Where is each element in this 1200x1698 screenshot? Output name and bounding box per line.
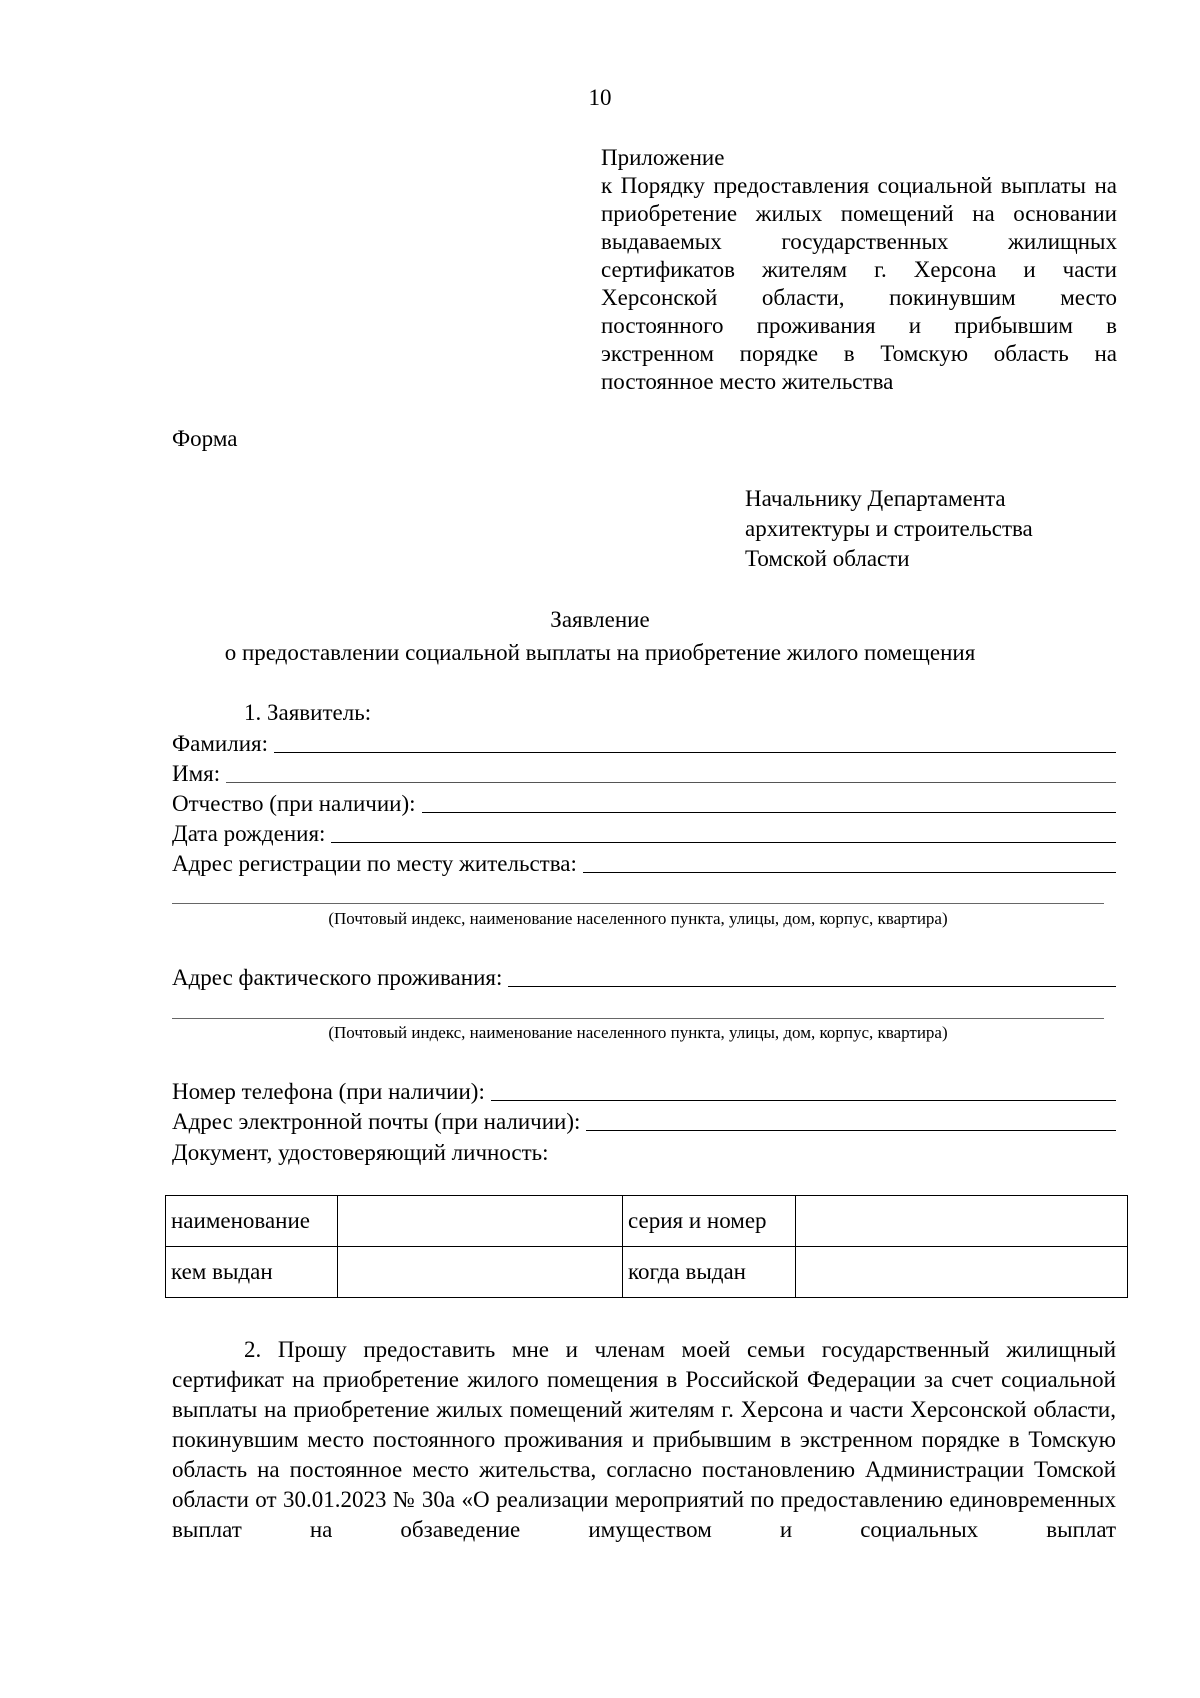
- patronymic-input-line[interactable]: [422, 811, 1117, 813]
- form-label: Форма: [172, 426, 238, 451]
- patronymic-field: [172, 790, 1116, 818]
- table-row: [166, 1247, 1128, 1298]
- document-title: Заявление: [550, 607, 650, 632]
- id-issue-date-cell[interactable]: [796, 1247, 1128, 1298]
- section1-heading: 1. Заявитель:: [244, 700, 372, 725]
- surname-field: [172, 730, 1116, 758]
- email-field: [172, 1108, 1116, 1136]
- birthdate-input-line[interactable]: [331, 841, 1116, 843]
- id-series-number-label: серия и номер: [623, 1196, 796, 1247]
- id-issued-by-label: кем выдан: [166, 1247, 338, 1298]
- addressee-line-3: Томской области: [745, 546, 910, 571]
- actual-address-input-line[interactable]: [508, 985, 1116, 987]
- appendix-text: к Порядку предоставления социальной выплаты на приобретение жилых помещений на основании выдаваемых государственных жилищных сертификатов жителям г. Херсона и части Херсонской области, покинувшим место постоянного проживания и прибывшим в экстренном порядке в Томскую область на постоянное место жительства: [601, 173, 1117, 394]
- name-input-line[interactable]: [226, 781, 1116, 783]
- name-field: [172, 760, 1116, 788]
- addressee-line-2: архитектуры и строительства: [745, 516, 1033, 541]
- email-input-line[interactable]: [586, 1129, 1116, 1131]
- surname-input-line[interactable]: [274, 751, 1116, 753]
- actual-address-hint: (Почтовый индекс, наименование населенного пункта, улицы, дом, корпус, квартира): [328, 1023, 948, 1042]
- registration-address-label: Адрес регистрации по месту жительства:: [172, 851, 577, 876]
- phone-field: [172, 1078, 1116, 1106]
- patronymic-label: Отчество (при наличии):: [172, 791, 416, 816]
- email-label: Адрес электронной почты (при наличии):: [172, 1109, 581, 1134]
- actual-address-label: Адрес фактического проживания:: [172, 965, 503, 990]
- page-number: 10: [588, 85, 612, 110]
- phone-label: Номер телефона (при наличии):: [172, 1079, 485, 1104]
- name-label: Имя:: [172, 761, 221, 786]
- registration-address-input-line[interactable]: [583, 871, 1116, 873]
- appendix-title: Приложение: [601, 145, 725, 170]
- document-subtitle: о предоставлении социальной выплаты на приобретение жилого помещения: [224, 640, 976, 665]
- id-document-label: Документ, удостоверяющий личность:: [172, 1140, 549, 1165]
- registration-address-line-2[interactable]: [172, 903, 1104, 904]
- section2-paragraph: [172, 1335, 1116, 1545]
- actual-address-line-2[interactable]: [172, 1018, 1104, 1019]
- id-name-label: наименование: [166, 1196, 338, 1247]
- table-row: [166, 1196, 1128, 1247]
- appendix-block: [601, 144, 1117, 396]
- id-issued-by-cell[interactable]: [338, 1247, 623, 1298]
- phone-input-line[interactable]: [491, 1099, 1116, 1101]
- birthdate-field: [172, 820, 1116, 848]
- id-document-table: [165, 1195, 1128, 1298]
- registration-address-hint: (Почтовый индекс, наименование населенного пункта, улицы, дом, корпус, квартира): [328, 909, 948, 928]
- registration-address-field: [172, 850, 1116, 878]
- birthdate-label: Дата рождения:: [172, 821, 326, 846]
- actual-address-field: [172, 964, 1116, 992]
- section2-text: 2. Прошу предоставить мне и членам моей семьи государственный жилищный сертификат на приобретение жилого помещения в Российской Федерации за счет социальной выплаты на приобретение жилых помещений жителям г. Херсона и части Херсонской области, покинувшим место постоянного проживания и прибывшим в экстренном порядке в Томскую область на постоянное место жительства, согласно постановлению Администрации Томской области от 30.01.2023 № 30а «О реализации мероприятий по предоставлению единовременных выплат на обзаведение имуществом и социальных выплат: [172, 1337, 1116, 1542]
- id-series-number-cell[interactable]: [796, 1196, 1128, 1247]
- id-issue-date-label: когда выдан: [623, 1247, 796, 1298]
- id-name-cell[interactable]: [338, 1196, 623, 1247]
- addressee-line-1: Начальнику Департамента: [745, 486, 1006, 511]
- surname-label: Фамилия:: [172, 731, 268, 756]
- addressee-block: [745, 484, 1033, 574]
